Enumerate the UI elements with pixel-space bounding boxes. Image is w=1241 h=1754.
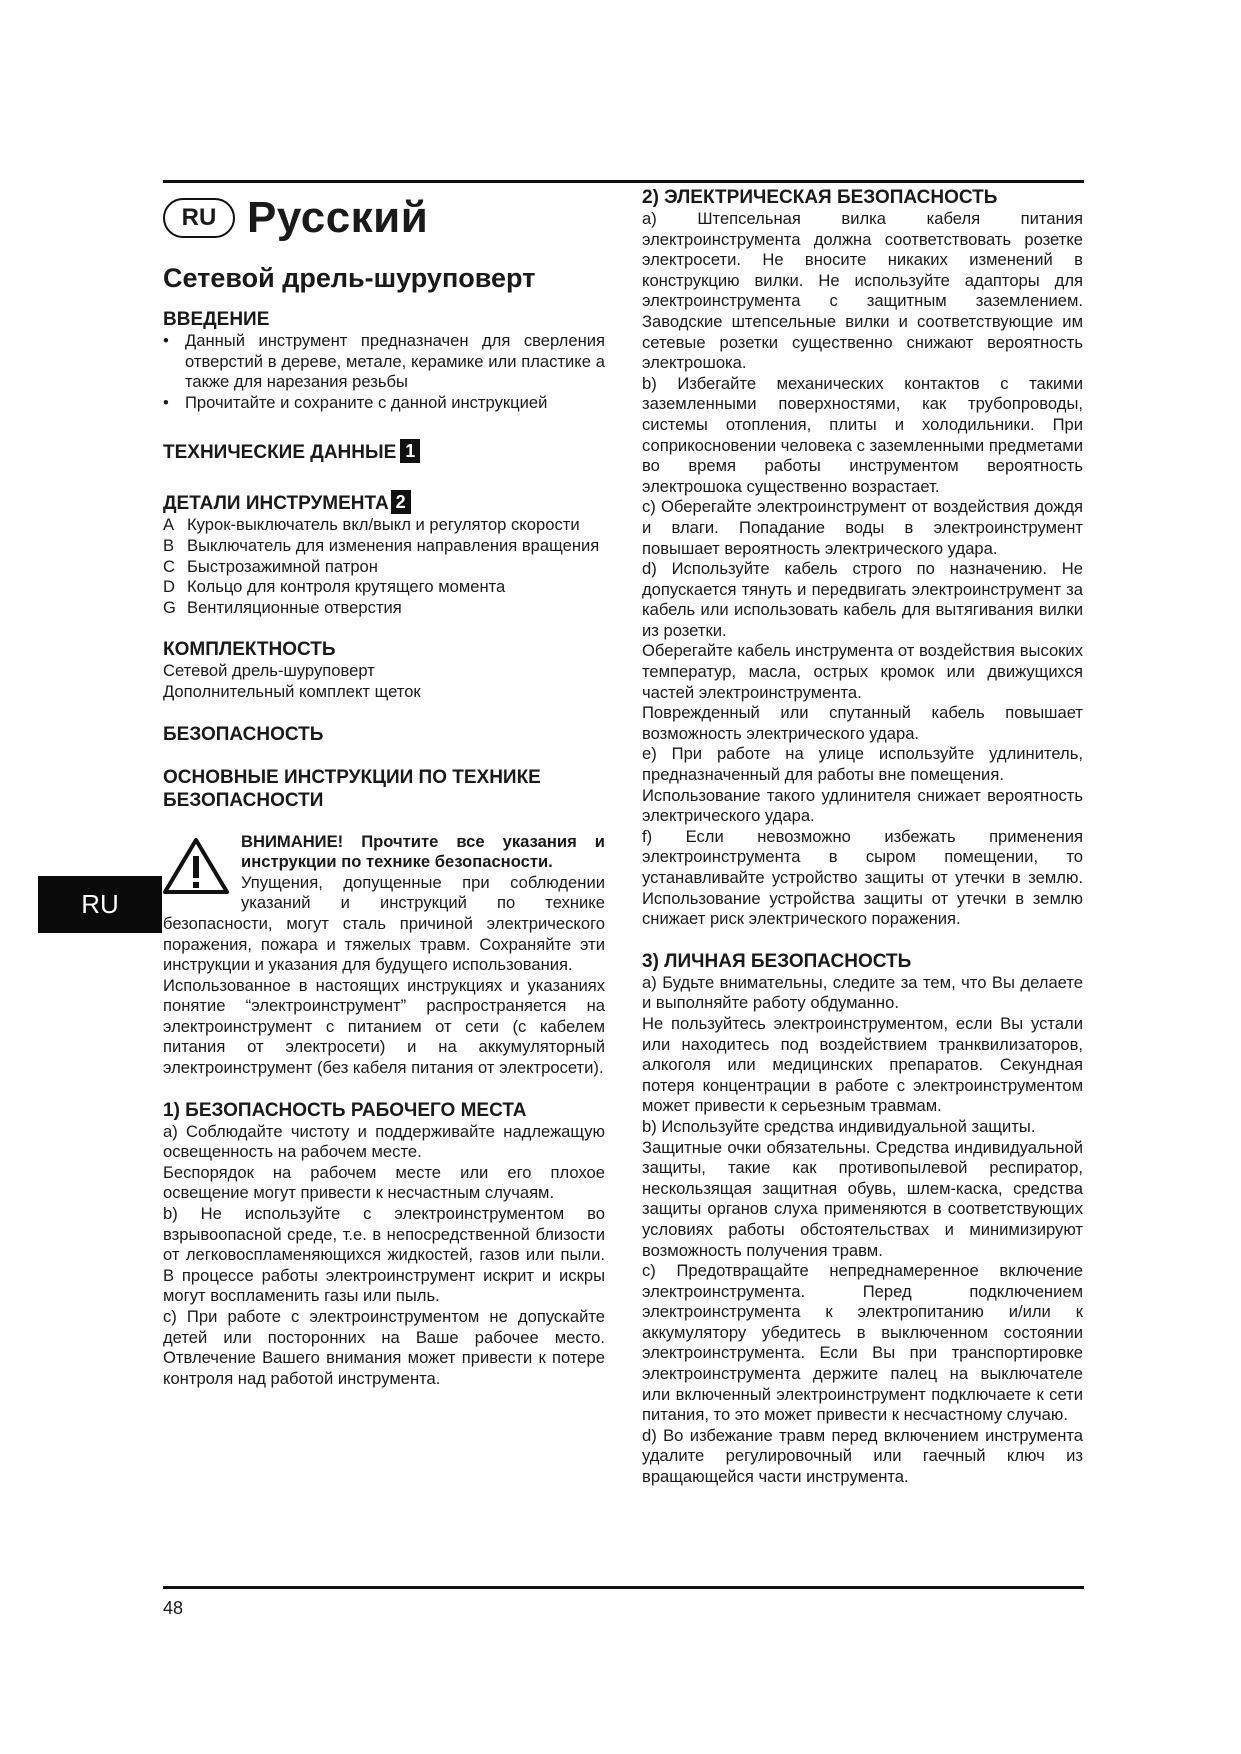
paragraph: c) При работе с электроинструментом не допускайте детей или посторонних на Ваше рабочее место. Отвлечение Вашего внимания может привести к потере контроля над работой инструмента. [163, 1307, 605, 1388]
part-text: Кольцо для контроля крутящего момента [187, 577, 506, 597]
list-item [163, 598, 605, 619]
right-column [642, 186, 1083, 1488]
part-letter: C [163, 556, 175, 576]
language-badge: RU [163, 198, 235, 238]
part-text: Выключатель для изменения направления вращения [187, 535, 600, 555]
warning-block [163, 832, 605, 1079]
list-item [163, 515, 605, 536]
warning-title: ВНИМАНИЕ! Прочтите все указания и инструкции по технике безопасности. [241, 831, 605, 872]
page-number: 48 [163, 1598, 184, 1618]
paragraph: Оберегайте кабель инструмента от воздействия высоких температур, масла, острых кромок или движущихся частей электроинструмента. [642, 641, 1083, 702]
part-text: Вентиляционные отверстия [187, 597, 402, 617]
figure-ref-badge: 2 [391, 490, 411, 514]
kit-line: Дополнительный комплект щеток [163, 681, 421, 701]
document-title: Сетевой дрель-шуруповерт [163, 263, 536, 293]
list-item [163, 557, 605, 578]
tech-data-label: ТЕХНИЧЕСКИЕ ДАННЫЕ [163, 442, 397, 464]
parts-label: ДЕТАЛИ ИНСТРУМЕНТА [163, 493, 389, 515]
kit-line: Сетевой дрель-шуруповерт [163, 661, 375, 681]
personal-safety-heading: 3) ЛИЧНАЯ БЕЗОПАСНОСТЬ [642, 950, 912, 972]
warning-text: Использованное в настоящих инструкциях и указаниях понятие “электроинструмент” распространяется на электроинструмент с питанием от сети (с кабелем питания от электросети) и на аккумуляторный электроинструмент (без кабеля питания от электросети). [163, 975, 605, 1078]
top-rule [163, 180, 1084, 183]
tech-data-heading [163, 439, 605, 464]
language-header [163, 186, 605, 250]
workplace-heading: 1) БЕЗОПАСНОСТЬ РАБОЧЕГО МЕСТА [163, 1099, 527, 1121]
paragraph: e) При работе на улице используйте удлинитель, предназначенный для работы вне помещения. [642, 744, 1083, 785]
list-item [163, 536, 605, 557]
list-item [163, 577, 605, 598]
paragraph: Не пользуйтесь электроинструментом, если Вы устали или находитесь под воздействием транквилизаторов, алкоголя или медицинских препаратов. Секундная потеря концентрации в работе с электроинструментом может привести к серьезным травмам. [642, 1013, 1083, 1116]
paragraph: c) Предотвращайте непреднамеренное включение электроинструмента. Перед подключением электроинструмента к электропитанию и/или к аккумулятору убедитесь в выключенном состоянии электроинструмента. Если Вы при транспортировке электроинструмента держите палец на выключателе или включенный электроинструмент подключаете к сети питания, то это может привести к несчастному случаю. [642, 1261, 1083, 1425]
part-letter: B [163, 535, 175, 555]
bottom-rule [163, 1586, 1084, 1589]
paragraph: b) Избегайте механических контактов с такими заземленными поверхностями, как трубопроводы, системы отопления, плиты и холодильники. При соприкосновении человека с заземленными предметами во время работы инструментом вероятность электрошока существенно возрастает. [642, 373, 1083, 496]
paragraph: Использование такого удлинителя снижает вероятность электрического удара. [642, 785, 1083, 826]
paragraph: b) Используйте средства индивидуальной защиты. [642, 1116, 1036, 1136]
language-side-tab: RU [38, 876, 162, 933]
part-letter: A [163, 515, 175, 535]
part-letter: D [163, 577, 175, 597]
warning-triangle-icon [161, 836, 231, 896]
safety-heading: БЕЗОПАСНОСТЬ [163, 723, 324, 745]
part-text: Курок-выключатель вкл/выкл и регулятор скорости [187, 515, 580, 535]
parts-heading [163, 490, 605, 515]
warning-text: Упущения, допущенные при соблюдении указаний и инструкций по технике безопасности, могут сталь причиной электрического поражения, пожара и тяжелых травм. Сохраняйте эти инструкции и указания для будущего использования. [163, 872, 605, 975]
paragraph: d) Используйте кабель строго по назначению. Не допускается тянуть и передвигать электроинструмент за кабель или использовать кабель для вытягивания вилки из розетки. [642, 559, 1083, 640]
paragraph: b) Не используйте с электроинструментом во взрывоопасной среде, т.е. в непосредственной близости от легковоспламеняющихся жидкостей, газов или пыли. В процессе работы электроинструмент искрит и искры могут воспламенить газы или пыль. [163, 1204, 605, 1306]
paragraph: Поврежденный или спутанный кабель повышает возможность электрического удара. [642, 703, 1083, 743]
basic-safety-heading: ОСНОВНЫЕ ИНСТРУКЦИИ ПО ТЕХНИКЕ БЕЗОПАСНОСТИ [163, 766, 541, 811]
paragraph: a) Штепсельная вилка кабеля питания электроинструмента должна соответствовать розетке электросети. Не вносите никаких изменений в конструкцию вилки. Не используйте адапторы для электроинструмента с защитным заземлением. Заводские штепсельные вилки и соответствующие им сетевые розетки существенно снижают вероятность электрошока. [642, 209, 1083, 373]
paragraph: d) Во избежание травм перед включением инструмента удалите регулировочный или гаечный ключ из вращающейся части инструмента. [642, 1425, 1083, 1487]
list-item: • Прочитайте и сохраните с данной инструкцией [163, 393, 605, 414]
intro-list [163, 331, 605, 413]
part-text: Быстрозажимной патрон [187, 556, 378, 576]
parts-list [163, 515, 605, 618]
left-column [163, 186, 605, 1389]
part-letter: G [163, 597, 176, 617]
paragraph: Защитные очки обязательны. Средства индивидуальной защиты, такие как противопылевой респиратор, нескользящая защитная обувь, шлем-каска, средства защиты органов слуха применяются в соответствующих условиях работы обстоятельствах и минимизируют возможность получения травм. [642, 1137, 1083, 1260]
electrical-heading: 2) ЭЛЕКТРИЧЕСКАЯ БЕЗОПАСНОСТЬ [642, 187, 998, 208]
paragraph: a) Соблюдайте чистоту и поддерживайте надлежащую освещенность на рабочем месте. [163, 1121, 605, 1162]
intro-heading: ВВЕДЕНИЕ [163, 309, 270, 330]
paragraph: f) Если невозможно избежать применения электроинструмента в сыром помещении, то устанавливайте устройство защиты от утечки в землю. Использование устройства защиты от утечки в землю снижает риск электрического поражения. [642, 826, 1083, 929]
paragraph: a) Будьте внимательны, следите за тем, что Вы делаете и выполняйте работу обдуманно. [642, 972, 1083, 1013]
paragraph: c) Оберегайте электроинструмент от воздействия дождя и влаги. Попадание воды в электроинструмент повышает вероятность электрического удара. [642, 497, 1083, 558]
paragraph: Беспорядок на рабочем месте или его плохое освещение могут привести к несчастным случаям. [163, 1162, 605, 1203]
figure-ref-badge: 1 [400, 439, 420, 463]
language-title: Русский [247, 193, 429, 242]
list-item: • Данный инструмент предназначен для сверления отверстий в дереве, метале, керамике или пластике а также для нарезания резьбы [163, 331, 605, 393]
kit-heading: КОМПЛЕКТНОСТЬ [163, 639, 336, 661]
